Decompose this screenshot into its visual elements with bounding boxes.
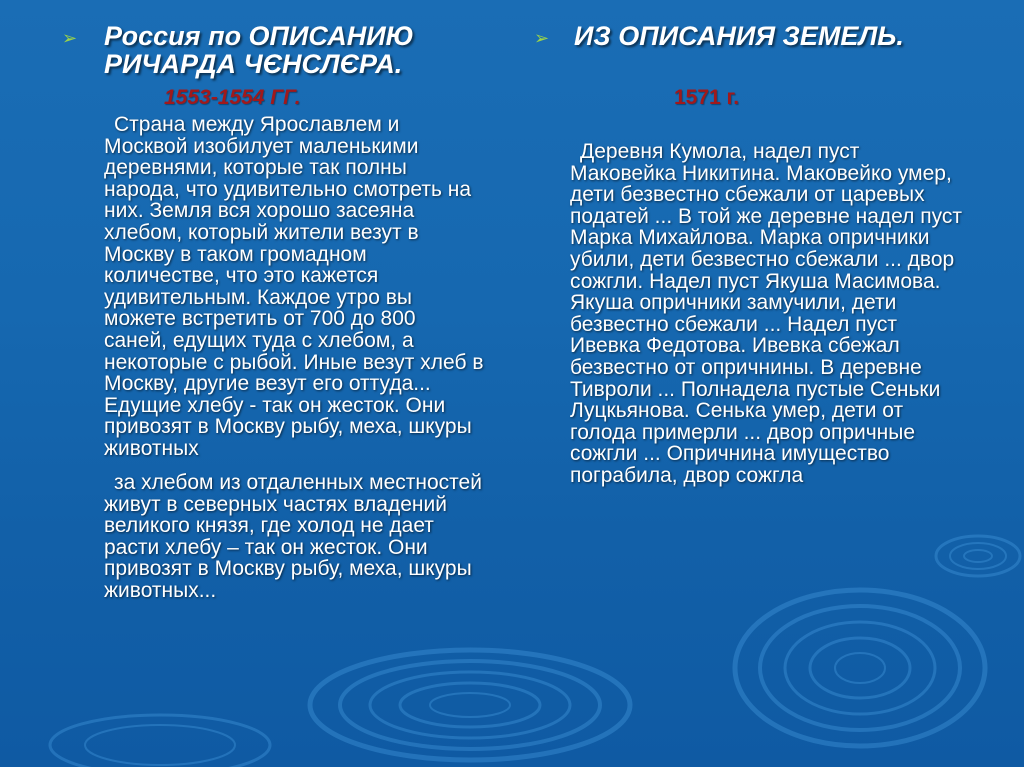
right-heading: ИЗ ОПИСАНИЯ ЗЕМЕЛЬ. (574, 21, 904, 51)
left-heading-line2: РИЧАРДА ЧЄНСЛЄРА. (104, 49, 403, 79)
right-paragraph: Деревня Кумола, надел пуст Маковейка Никитина. Маковейко умер, дети безвестно сбежали от царевых податей ... В той же деревне надел пуст Марка Михайлова. Марка опричники убили, дети безвестно сбежали ... двор сожгли. Надел пуст Якуша Масимова. Якуша опричники замучили, дети безвестно сбежали ... Надел пуст Ивевка Федотова. Ивевка сбежал безвестно от опричнины. В деревне Тивроли ... Полнадела пустые Сеньки Луцкьянова. Сенька умер, дети от голода примерли ... двор опричные сожгли ... Опричнина имущество пограбила, двор сожгла (570, 140, 962, 487)
left-arrow-bullet-icon: ➢ (62, 28, 78, 48)
left-years: 1553-1554 ГГ. (164, 86, 301, 109)
right-year: 1571 г. (674, 86, 740, 109)
left-heading-line1: Россия по ОПИСАНИЮ (104, 21, 414, 51)
right-arrow-bullet-icon: ➢ (534, 28, 550, 48)
left-paragraph-2: за хлебом из отдаленных местностей живут в северных частях владений великого князя, где холод не дает расти хлебу – так он жесток. Они привозят в Москву рыбу, меха, шкуры животных... (104, 471, 482, 602)
left-paragraph-1: Страна между Ярославлем и Москвой изобилует маленькими деревнями, которые так полны народа, что удивительно смотреть на них. Земля вся хорошо засеяна хлебом, который жители везут в Москву в таком громадном количестве, что это кажется удивительным. Каждое утро вы можете встретить от 700 до 800 саней, едущих туда с хлебом, а некоторые с рыбой. Иные везут хлеб в Москву, другие везут его оттуда... Едущие хлебу - так он жесток. Они привозят в Москву рыбу, меха, шкуры животных (104, 113, 484, 460)
left-heading (104, 22, 484, 78)
